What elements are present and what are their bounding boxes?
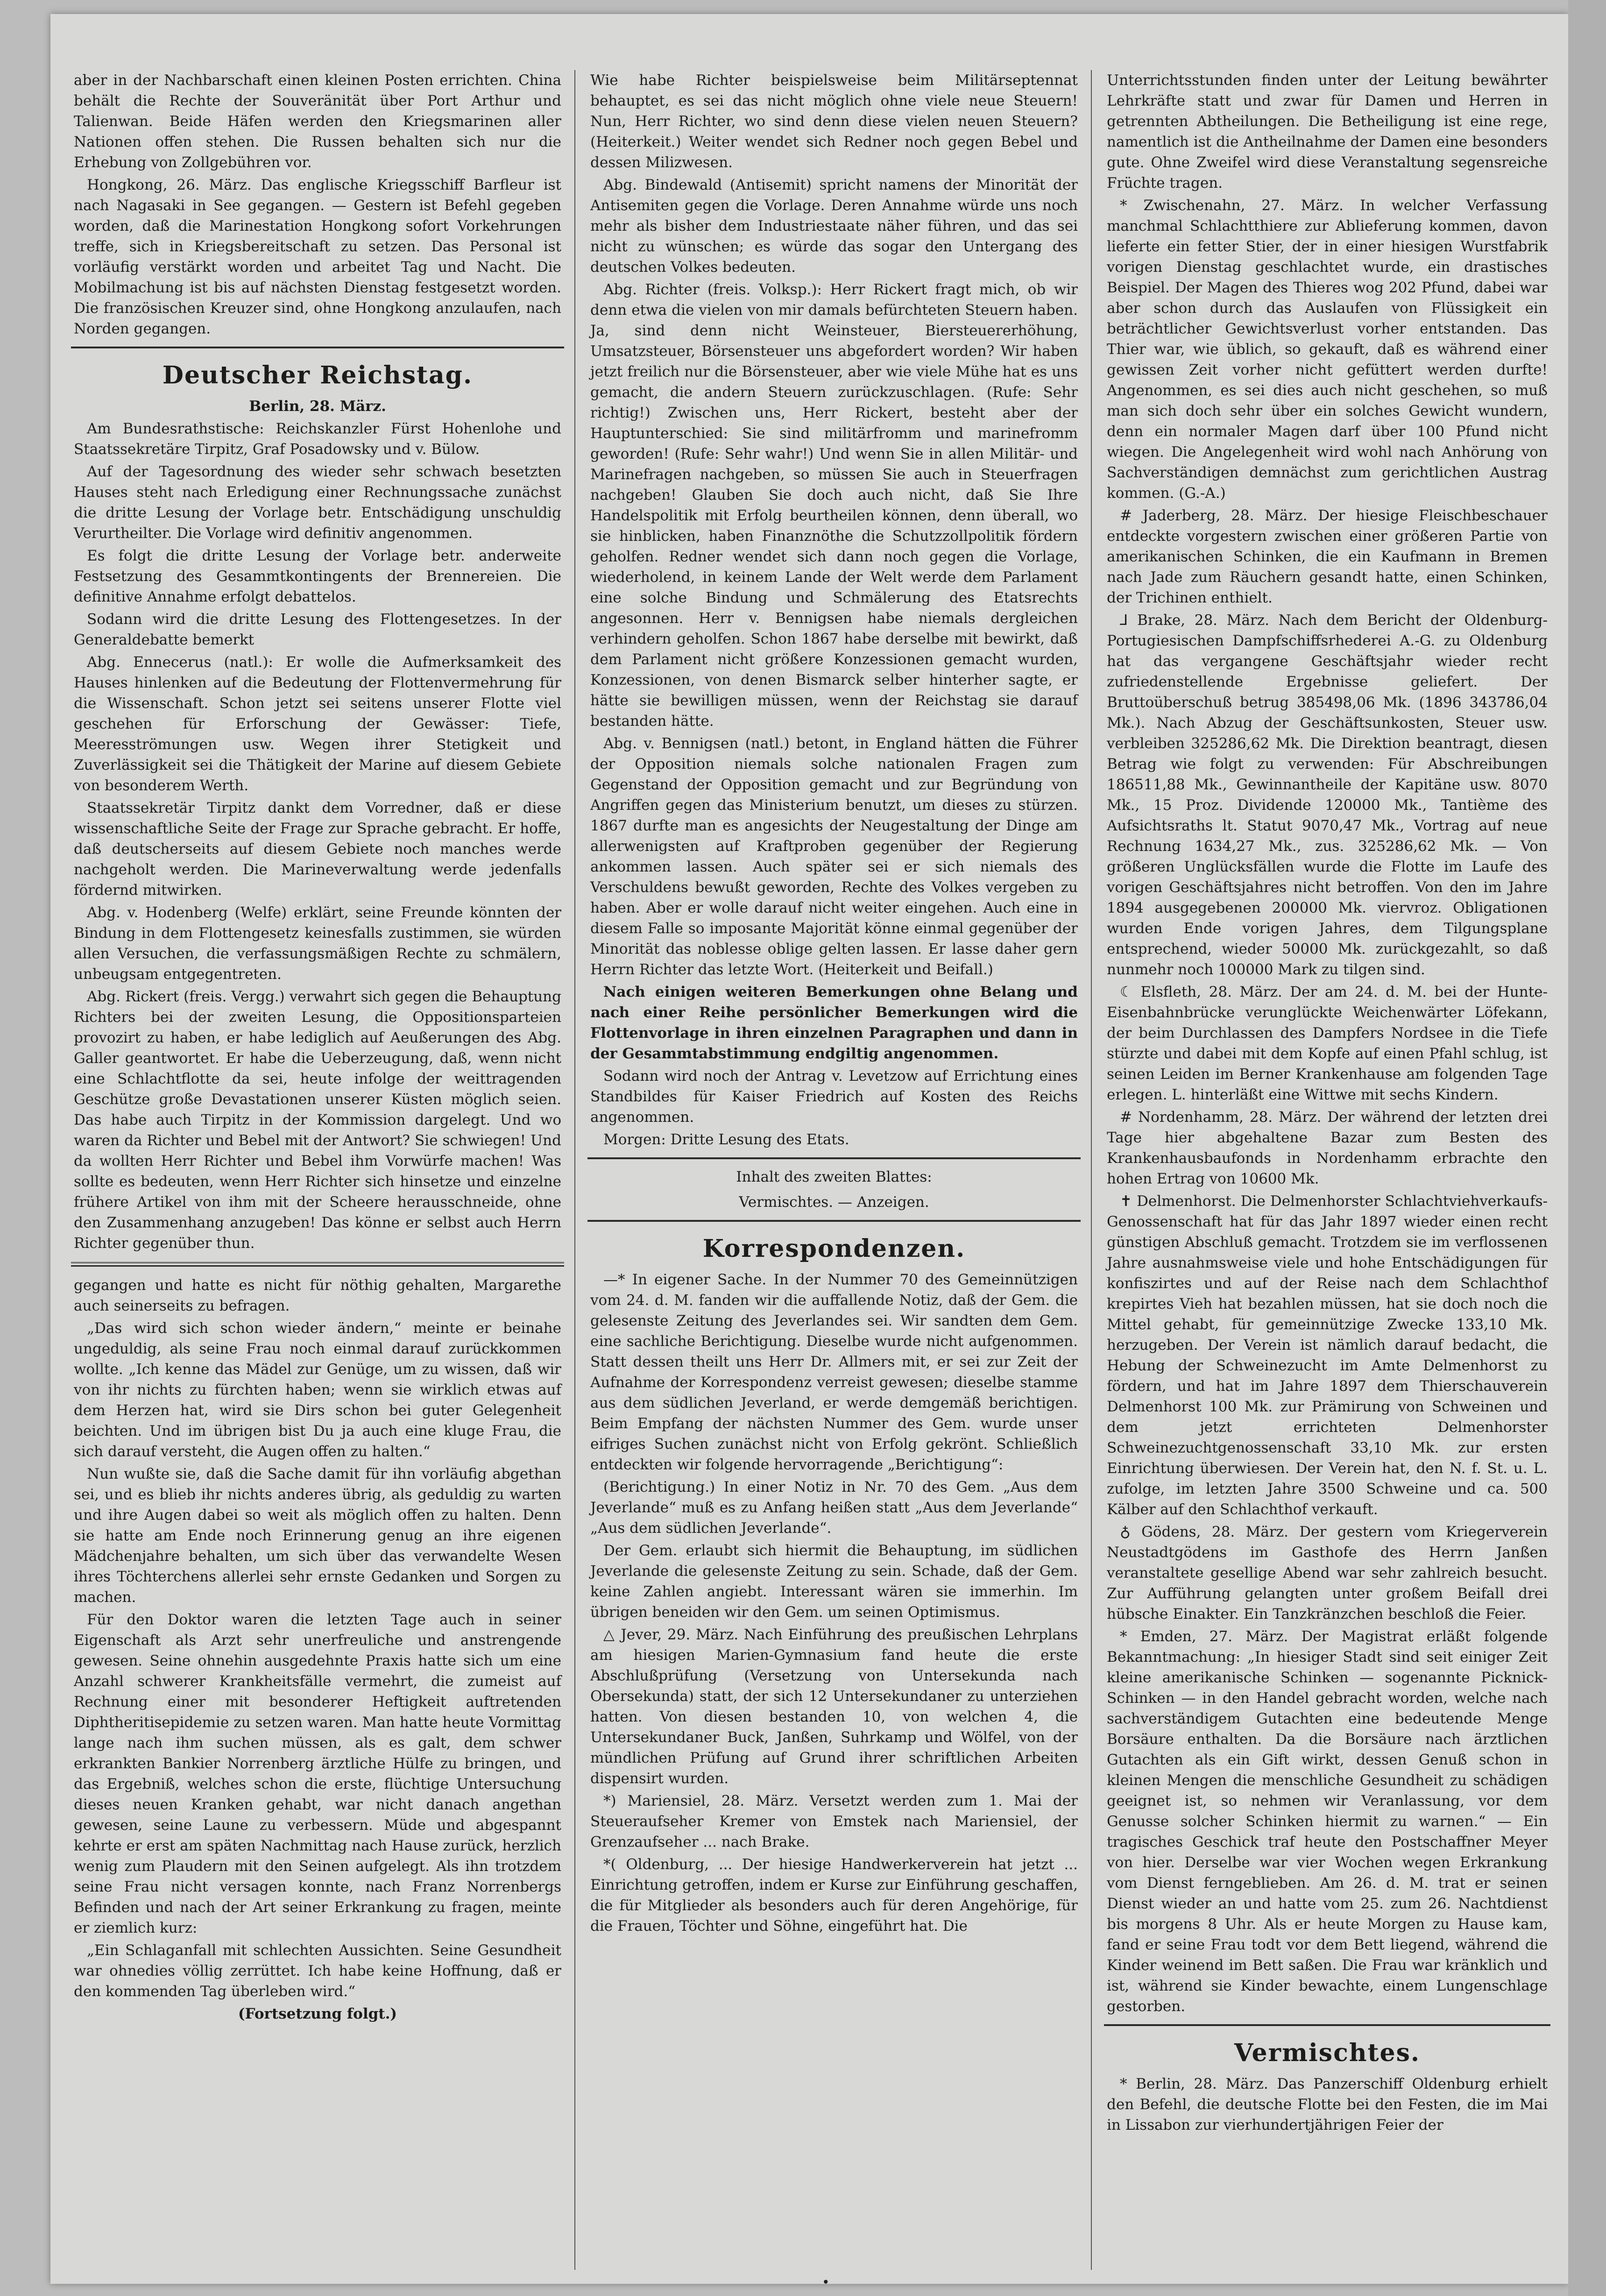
news-paragraph: Abg. v. Bennigsen (natl.) betont, in England hätten die Führer der Opposition niemals solche nationalen Fragen zum Gegenstand der Opposition gemacht und zur Begründung von Angriffen gegen das Ministerium benutzt, um dieses zu stürzen. 1867 durfte man es angesichts der Neugestaltung der Dinge am allerwenigsten auf Kraftproben gegenüber der Regierung ankommen lassen. Auch später sei er sich niemals des Verschuldens bewußt geworden, Rechte des Volkes vergeben zu haben. Aber er wolle darauf nicht weiter eingehen. Auch eine in diesem Falle so imposante Majorität könne einmal gegenüber der Minorität das noblesse oblige gelten lassen. Er lasse daher gern Herrn Richter das letzte Wort. (Heiterkeit und Beifall.) (590, 735, 1078, 978)
news-paragraph: Unterrichtsstunden finden unter der Leitung bewährter Lehrkräfte statt und zwar für Damen und Herren in getrennten Abtheilungen. Die Betheiligung ist eine rege, namentlich ist die Antheilnahme der Damen eine besonders gute. Ohne Zweifel wird diese Veranstaltung segensreiche Früchte tragen. (1107, 72, 1548, 191)
news-paragraph: Abg. Bindewald (Antisemit) spricht namens der Minorität der Antisemiten gegen die Vorlage. Deren Annahme würde uns noch mehr als bisher dem Industriestaate näher führen, und das sei nicht zu wünschen; es würde das sogar den Untergang des deutschen Volkes bedeuten. (590, 177, 1078, 276)
news-paragraph: Staatssekretär Tirpitz dankt dem Vorredner, daß er diese wissenschaftliche Seite der Frage zur Sprache gebracht. Er hoffe, daß deutscherseits auf diesem Gebiete noch manches werde nachgeholt werden. Die Marineverwaltung werde jedenfalls fördernd mitwirken. (74, 800, 561, 899)
news-paragraph: ⅃ Brake, 28. März. Nach dem Bericht der Oldenburg-Portugiesischen Dampfschiffsrhederei A.-G. zu Oldenburg hat das vergangene Geschäftsjahr wieder recht zufriedenstellende Ergebnisse geliefert. Der Bruttoüberschuß betrug 385498,06 Mk. (1896 343786,04 Mk.). Nach Abzug der Geschäftsunkosten, Steuer usw. verbleiben 325286,62 Mk. Die Direktion beantragt, diesen Betrag wie folgt zu verwenden: Für Abschreibungen 186511,88 Mk., Gewinnantheile der Kapitäne usw. 8070 Mk., 15 Proz. Dividende 120000 Mk., Tantième des Aufsichtsraths lt. Statut 9070,47 Mk., Vortrag auf neue Rechnung 1634,27 Mk., zus. 325286,62 Mk. — Von größeren Unglücksfällen wurde die Flotte im Laufe des vorigen Geschäftsjahres nicht betroffen. Von den im Jahre 1894 ausgegebenen 200000 Mk. viervroz. Obligationen wurden Ende vorigen Jahres, dem Tilgungsplane entsprechend, wieder 50000 Mk. zurückgezahlt, so daß nunmehr noch 100000 Mark zu tilgen sind. (1107, 612, 1548, 978)
news-paragraph: *( Oldenburg, ... Der hiesige Handwerkerverein hat jetzt ... Einrichtung getroffen, indem er Kurse zur Einführung geschaffen, die für Mitglieder als besonders auch für deren Angehörige, für die Frauen, Töchter und Söhne, eingeführt hat. Die (590, 1856, 1078, 1935)
section-heading-korrespondenzen: Korrespondenzen. (702, 1234, 966, 1263)
news-paragraph: Abg. Richter (freis. Volksp.): Herr Rickert fragt mich, ob wir denn etwa die vielen von mir damals befürchteten Steuern haben. Ja, sind denn nicht Weinsteuer, Biersteuererhöhung, Umsatzsteuer, Börsensteuer uns abgefordert worden? Wir haben jetzt freilich nur die Börsensteuer, aber wie viele Mühe hat es uns gemacht, die andern Steuern zurückzuschlagen. (Rufe: Sehr richtig!) Zwischen uns, Herr Rickert, besteht aber der Hauptunterschied: Sie sind militärfromm und marinefromm geworden! (Rufe: Sehr wahr!) Und wenn Sie in allen Militär- und Marinefragen nachgeben, so müssen Sie auch in Steuerfragen nachgeben! Glauben Sie doch auch nicht, daß Sie Ihre Handelspolitik mit Erfolg beurtheilen können, denn überall, wo sie hinblicken, haben Finanznöthe die Schutzzollpolitik fördern geholfen. Redner wendet sich dann noch gegen die Vorlage, wiederholend, in keinem Lande der Welt werde dem Parlament eine solche Bindung und Schmälerung des Etatsrechts angesonnen. Herr v. Bennigsen habe niemals dergleichen verhindern geholfen. Schon 1867 habe derselbe mit bewirkt, daß dem Parlament nicht größere Konzessionen gemacht wurden, Konzessionen, von denen Bismarck selber hinterher sagte, er hätte sie bewilligen müssen, wenn der Reichstag sie darauf bestanden hätte. (590, 281, 1078, 730)
feuilleton-paragraph: Nun wußte sie, daß die Sache damit für ihn vorläufig abgethan sei, und es blieb ihr nichts anderes übrig, als geduldig zu warten und ihre Augen dabei so weit als möglich offen zu halten. Denn sie hatte am Ende noch Erinnerung genug an ihre eigenen Mädchenjahre behalten, um sich über das verwandelte Wesen ihres Töchterchens allerlei sehr ernste Gedanken und Sorgen zu machen. (74, 1466, 561, 1606)
divider (1104, 2024, 1550, 2026)
news-paragraph: *) Mariensiel, 28. März. Versetzt werden zum 1. Mai der Steueraufseher Kremer von Emstek nach Mariensiel, der Grenzaufseher ... nach Brake. (590, 1793, 1078, 1850)
column-rule (1091, 70, 1092, 2270)
divider (71, 347, 564, 348)
news-paragraph: Nach einigen weiteren Bemerkungen ohne Belang und nach einer Reihe persönlicher Bemerkungen wird die Flottenvorlage in ihren einzelnen Paragraphen und dann in der Gesammtabstimmung endgiltig angenommen. (590, 984, 1078, 1062)
news-paragraph: (Berichtigung.) In einer Notiz in Nr. 70 des Gem. „Aus dem Jeverlande“ muß es zu Anfang heißen statt „Aus dem Jeverlande“ „Aus dem südlichen Jeverlande“. (590, 1479, 1078, 1537)
feuilleton-paragraph: „Das wird sich schon wieder ändern,“ meinte er beinahe ungeduldig, als seine Frau noch einmal darauf zurückkommen wollte. „Ich kenne das Mädel zur Genüge, um zu wissen, daß wir von ihr nichts zu fürchten haben; wenn sie wirklich etwas auf dem Herzen hat, wird sie Dirs schon bei guter Gelegenheit beichten. Und im übrigen bist Du ja auch eine kluge Frau, die sich darauf versteht, die Augen offen zu halten.“ (74, 1320, 561, 1460)
column-1 (61, 70, 574, 2275)
news-paragraph: ☾ Elsfleth, 28. März. Der am 24. d. M. bei der Hunte-Eisenbahnbrücke verunglückte Weichenwärter Löfekann, der beim Durchlassen des Dampfers Nordsee in die Tiefe stürzte und dabei mit dem Kopfe auf einen Pfahl schlug, ist seinen Leiden im Berner Krankenhause am folgenden Tage erlegen. L. hinterläßt eine Wittwe mit sechs Kindern. (1107, 984, 1548, 1103)
news-paragraph: # Nordenhamm, 28. März. Der während der letzten drei Tage hier abgehaltene Bazar zum Besten des Krankenhausbaufonds in Nordenhamm erbrachte den hohen Ertrag von 10600 Mk. (1107, 1109, 1548, 1187)
news-paragraph: △ Jever, 29. März. Nach Einführung des preußischen Lehrplans am hiesigen Marien-Gymnasium fand heute die erste Abschlußprüfung (Versetzung von Untersekunda nach Obersekunda) statt, der sich 12 Untersekundaner zu unterziehen hatten. Von diesen bestanden 10, von welchen 4, die Untersekundaner Buck, Janßen, Suhrkamp und Wölfel, von der mündlichen Prüfung auf Grund ihrer schriftlichen Arbeiten dispensirt wurden. (590, 1626, 1078, 1787)
news-paragraph: Sodann wird die dritte Lesung des Flottengesetzes. In der Generaldebatte bemerkt (74, 611, 561, 648)
news-paragraph: aber in der Nachbarschaft einen kleinen Posten errichten. China behält die Rechte der Souveränität über Port Arthur und Talienwan. Beide Häfen werden den Kriegsmarinen aller Nationen offen stehen. Die Russen behalten sich nur die Erhebung von Zollgebühren vor. (74, 72, 561, 171)
news-paragraph: Am Bundesrathstische: Reichskanzler Fürst Hohenlohe und Staatssekretäre Tirpitz, Graf Posadowsky und v. Bülow. (74, 420, 561, 458)
news-paragraph: Wie habe Richter beispielsweise beim Militärseptennat behauptet, es sei das nicht möglich ohne viele neue Steuern! Nun, Herr Richter, wo sind denn diese vielen neuen Steuern? (Heiterkeit.) Weiter wendet sich Redner noch gegen Bebel und dessen Milizwesen. (590, 72, 1078, 171)
news-paragraph: * Emden, 27. März. Der Magistrat erläßt folgende Bekanntmachung: „In hiesiger Stadt sind seit einiger Zeit kleine amerikanische Schinken — sogenannte Picknick-Schinken — in den Handel gebracht worden, welche nach sachverständigem Gutachten eine bedeutende Menge Borsäure enthalten. Da die Borsäure nach ärztlichen Gutachten als ein Gift wirkt, dessen Genuß schon in kleinen Mengen die menschliche Gesundheit zu schädigen geeignet ist, so nehmen wir Veranlassung, vor dem Genusse solcher Schinken hiermit zu warnen.“ — Ein tragisches Geschick traf heute den Postschaffner Meyer von hier. Derselbe war vier Wochen wegen Erkrankung vom Dienst ferngeblieben. Am 26. d. M. trat er seinen Dienst wieder an und hatte vom 25. zum 26. Nachtdienst bis morgens 8 Uhr. Als er heute Morgen zu Hause kam, fand er seine Frau todt vor dem Bett liegend, während die Kinder weinend im Bett saßen. Die Frau war kränklich und ist, während sie Kinder bewachte, einem Lungenschlage gestorben. (1107, 1628, 1548, 2015)
news-paragraph: Der Gem. erlaubt sich hiermit die Behauptung, im südlichen Jeverlande die gelesenste Zeitung zu sein. Schade, daß der Gem. keine Zahlen angiebt. Interessant wären sie immerhin. Im übrigen beneiden wir den Gem. um seinen Optimismus. (590, 1542, 1078, 1621)
news-paragraph: ✝ Delmenhorst. Die Delmenhorster Schlachtviehverkaufs-Genossenschaft hat für das Jahr 1897 wieder einen recht günstigen Abschluß gemacht. Trotzdem sie im verflossenen Jahre ausnahmsweise viele und hohe Entschädigungen für konfiszirtes und auf der Reise nach dem Schlachthof krepirtes Vieh hat bezahlen müssen, hat sie doch noch die Mittel gehabt, für gemeinnützige Zwecke 133,10 Mk. herzugeben. Der Verein ist nämlich darauf bedacht, die Hebung der Schweinezucht im Amte Delmenhorst zu fördern, und hat im Jahre 1897 dem Thierschauverein Delmenhorst 100 Mk. zur Prämirung von Schweinen und dem jetzt errichteten Delmenhorster Schweinezuchtgenossenschaft 33,10 Mk. zur ersten Einrichtung überwiesen. Der Verein hat, den N. f. St. u. L. zufolge, im letzten Jahre 3500 Schweine und ca. 500 Kälber auf den Schlachthof verkauft. (1107, 1193, 1548, 1518)
continued-note: (Fortsetzung folgt.) (238, 2005, 397, 2022)
divider (587, 1157, 1081, 1159)
feuilleton-divider (71, 1262, 564, 1267)
news-paragraph: # Jaderberg, 28. März. Der hiesige Fleischbeschauer entdeckte vorgestern zwischen einer größeren Partie von amerikanischen Schinken, die ein Kaufmann in Bremen nach Jade zum Räuchern gesandt hatte, einen Schinken, der Trichinen enthielt. (1107, 507, 1548, 606)
dateline: Berlin, 28. März. (249, 398, 386, 415)
feuilleton-paragraph: gegangen und hatte es nicht für nöthig gehalten, Margarethe auch seinerseits zu befragen. (74, 1277, 561, 1314)
contents-line: Inhalt des zweiten Blattes: (736, 1169, 932, 1185)
news-paragraph: Abg. v. Hodenberg (Welfe) erklärt, seine Freunde könnten der Bindung in dem Flottengesetz keinesfalls zustimmen, sie würden allen Versuchen, die verfassungsmäßigen Rechte zu schmälern, unbeugsam entgegentreten. (74, 904, 561, 983)
divider (587, 1220, 1081, 1222)
feuilleton-paragraph: „Ein Schlaganfall mit schlechten Aussichten. Seine Gesundheit war ohnedies völlig zerrüttet. Ich habe keine Hoffnung, daß er den kommenden Tag überleben wird.“ (74, 1942, 561, 2000)
column-3 (1094, 70, 1561, 2275)
section-heading-reichstag: Deutscher Reichstag. (162, 361, 473, 390)
news-paragraph: Morgen: Dritte Lesung des Etats. (603, 1131, 849, 1148)
feuilleton-paragraph: Für den Doktor waren die letzten Tage auch in seiner Eigenschaft als Arzt sehr unerfreuliche und anstrengende gewesen. Seine ohnehin ausgedehnte Praxis hatte sich um eine Anzahl schwerer Krankheitsfälle vermehrt, die zumeist auf Rechnung einer mit besonderer Heftigkeit auftretenden Diphtheritisepidemie zu setzen waren. Man hatte heute Vormittag lange nach ihm suchen müssen, als es galt, dem schwer erkrankten Bankier Norrenberg ärztliche Hülfe zu bringen, und das Ergebniß, welches schon die erste, flüchtige Untersuchung dieses neuen Kranken gehabt, war nicht danach angethan gewesen, seine Laune zu verbessern. Müde und abgespannt kehrte er erst am späten Nachmittag nach Hause zurück, herzlich wenig zum Plaudern mit den Seinen aufgelegt. Als ihn trotzdem seine Frau nicht versagen konnte, nach Franz Norrenbergs Befinden und nach der Art seiner Erkrankung zu fragen, meinte er ziemlich kurz: (74, 1611, 561, 1936)
news-paragraph: * Zwischenahn, 27. März. In welcher Verfassung manchmal Schlachtthiere zur Ablieferung kommen, davon lieferte ein fetter Stier, der in einer hiesigen Wurstfabrik vorigen Dienstag geschlachtet wurde, ein drastisches Beispiel. Der Magen des Thieres wog 202 Pfund, dabei war aber schon durch das Auslaufen von Flüssigkeit ein beträchtlicher Gewichtsverlust vorher entstanden. Das Thier war, wie üblich, so gekauft, daß es während einer gewissen Zeit vorher nicht gefüttert werden durfte! Angenommen, es sei dies auch nicht geschehen, so muß man sich doch sehr über ein solches Gewicht wundern, denn ein normaler Magen darf über 100 Pfund nicht wiegen. Die Angelegenheit wird wohl nach Anhörung von Sachverständigen demnächst zum gerichtlichen Austrag kommen. (G.-A.) (1107, 197, 1548, 502)
page-mark: • (822, 2275, 830, 2290)
news-paragraph: Abg. Ennecerus (natl.): Er wolle die Aufmerksamkeit des Hauses hinlenken auf die Bedeutung der Flottenvermehrung für die Wissenschaft. Schon jetzt sei seitens unserer Flotte viel geschehen für Erforschung der Gewässer: Tiefe, Meeresströmungen usw. Wegen ihrer Stetigkeit und Zuverlässigkeit sei die Thätigkeit der Marine auf diesem Gebiete von besonderem Werth. (74, 654, 561, 794)
news-paragraph: ♁ Gödens, 28. März. Der gestern vom Kriegerverein Neustadtgödens im Gasthofe des Herrn Janßen veranstaltete gesellige Abend war sehr zahlreich besucht. Zur Aufführung gelangten unter großem Beifall drei hübsche Einakter. Ein Tanzkränzchen beschloß die Feier. (1107, 1524, 1548, 1623)
section-heading-vermischtes: Vermischtes. (1234, 2039, 1421, 2067)
newspaper-page (50, 14, 1568, 2284)
news-paragraph: Es folgt die dritte Lesung der Vorlage betr. anderweite Festsetzung des Gesammtkontingents der Brennereien. Die definitive Annahme erfolgt debattelos. (74, 547, 561, 605)
column-2 (577, 70, 1091, 2275)
news-paragraph: Hongkong, 26. März. Das englische Kriegsschiff Barfleur ist nach Nagasaki in See gegangen. — Gestern ist Befehl gegeben worden, daß die Marinestation Hongkong sofort Vorkehrungen treffe, sich in Kriegsbereitschaft zu setzen. Das Personal ist vorläufig verstärkt worden und arbeitet Tag und Nacht. Die Mobilmachung ist bis auf nächsten Dienstag festgesetzt worden. Die französischen Kreuzer sind, ohne Hongkong anzulaufen, nach Norden gegangen. (74, 177, 561, 337)
news-paragraph: Sodann wird noch der Antrag v. Levetzow auf Errichtung eines Standbildes für Kaiser Friedrich auf Kosten des Reichs angenommen. (590, 1068, 1078, 1126)
news-paragraph: Auf der Tagesordnung des wieder sehr schwach besetzten Hauses steht nach Erledigung einer Rechnungssache zunächst die dritte Lesung der Vorlage betr. Entschädigung unschuldig Verurtheilter. Die Vorlage wird definitiv angenommen. (74, 463, 561, 542)
column-rule (574, 70, 575, 2270)
contents-line: Vermischtes. — Anzeigen. (739, 1194, 929, 1211)
news-paragraph: —* In eigener Sache. In der Nummer 70 des Gemeinnützigen vom 24. d. M. fanden wir die auffallende Notiz, daß der Gem. die gelesenste Zeitung des Jeverlandes sei. Wir sandten dem Gem. eine sachliche Berichtigung. Dieselbe wurde nicht aufgenommen. Statt dessen theilt uns Herr Dr. Allmers mit, er sei zur Zeit der Aufnahme der Korrespondenz verreist gewesen; dieselbe stamme aus dem südlichen Jeverland, er werde demgemäß berichtigen. Beim Empfang der nächsten Nummer des Gem. wurde unser eifriges Suchen zunächst nicht von Erfolg gekrönt. Schließlich entdeckten wir folgende hervorragende „Berichtigung“: (590, 1271, 1078, 1473)
news-paragraph: * Berlin, 28. März. Das Panzerschiff Oldenburg erhielt den Befehl, die deutsche Flotte bei den Festen, die im Mai in Lissabon zur vierhundertjährigen Feier der (1107, 2076, 1548, 2133)
adjacent-page-edge (1568, 0, 1606, 2296)
news-paragraph: Abg. Rickert (freis. Vergg.) verwahrt sich gegen die Behauptung Richters bei der zweiten Lesung, die Oppositionsparteien provozirt zu haben, er habe lediglich auf Aeußerungen des Abg. Galler geantwortet. Er habe die Ueberzeugung, daß, wenn nicht eine Schlachtflotte da sei, heute infolge der weittragenden Geschütze große Devastationen unserer Küsten möglich seien. Das habe auch Tirpitz in der Kommission dargelegt. Und wo waren da Richter und Bebel mit der Antwort? Sie schwiegen! Und da wollten Herr Richter und Bebel ihm Vorwürfe machen! Was sollte es bedeuten, wenn Herr Richter sich hinsetze und einzelne frühere Artikel von ihm mit der Scheere herausschneide, ohne den Zusammenhang anzugeben! Das könne er selbst auch Herrn Richter gegenüber thun. (74, 988, 561, 1252)
